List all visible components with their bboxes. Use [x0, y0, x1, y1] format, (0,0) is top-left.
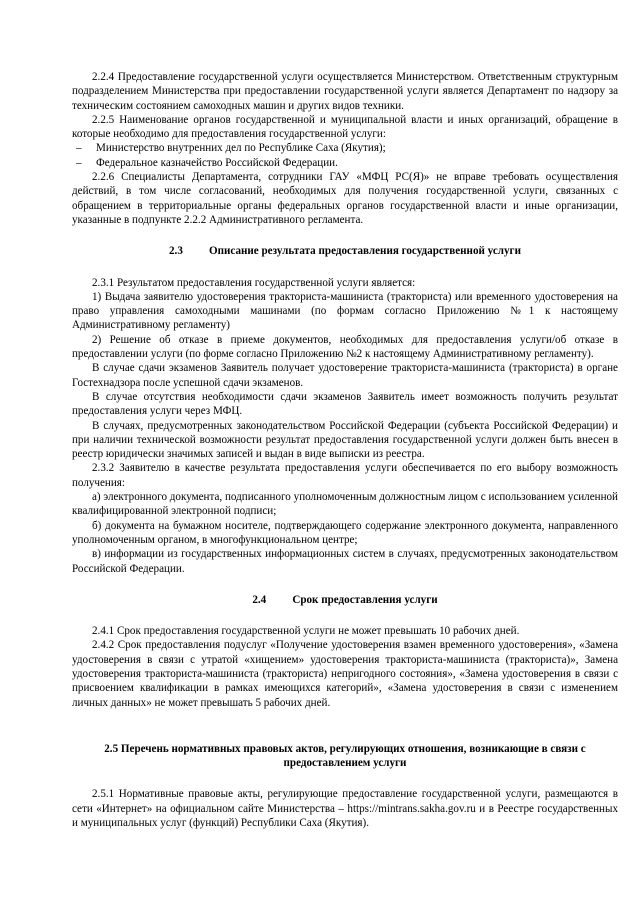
section-heading-2-3: [72, 244, 618, 258]
paragraph-exam: В случае сдачи экзаменов Заявитель получает удостоверение тракториста-машиниста (тракториста) в органе Гостехнадзора после успешной сдачи экзаменов.: [72, 362, 618, 389]
paragraph-2-5-1: 2.5.1 Нормативные правовые акты, регулирующие предоставление государственной услуги, размещаются в сети «Интернет» на официальном сайте Министерства – https://mintrans.sakha.gov.ru и в Реестре государственных и муниципальных услуг (функций) Республики Саха (Якутия).: [72, 788, 618, 830]
dash-marker: –: [76, 156, 82, 169]
list-item-text: Федеральное казначейство Российской Федерации.: [96, 156, 338, 169]
paragraph-registry: В случаях, предусмотренных законодательством Российской Федерации (субъекта Российской Федерации) и при наличии технической возможности результат предоставления государственной услуги должен быть внесен в реестр юридически значимых записей и выдан в виде выписки из реестра.: [72, 419, 618, 461]
paragraph-2-4-1: 2.4.1 Срок предоставления государственной услуги не может превышать 10 рабочих дней.: [92, 625, 520, 638]
section-number: 2.4: [252, 593, 267, 606]
result-item-2: 2) Решение об отказе в приеме документов, необходимых для предоставления услуги/об отказе в предоставлении услуги (по форме согласно Приложению №2 к настоящему Административному регламенту).: [72, 333, 618, 361]
list-item-text: Министерство внутренних дел по Республике Саха (Якутия);: [96, 142, 386, 155]
document-page: [72, 70, 618, 830]
paragraph-2-2-5: 2.2.5 Наименование органов государственной и муниципальной власти и иных организаций, обращение в которые необходимо для предоставления государственной услуги:: [72, 113, 618, 141]
option-a: а) электронного документа, подписанного уполномоченным должностным лицом с использованием усиленной квалифицированной электронной подписи;: [72, 491, 618, 518]
list-item: [76, 156, 618, 170]
section-number: 2.3: [169, 245, 183, 258]
list-item: [76, 141, 618, 155]
result-item-1: 1) Выдача заявителю удостоверения тракториста-машиниста (тракториста) или временного удостоверения на право управления самоходными машинами (по формам согласно Приложению №1 к настоящему Административному регламенту): [72, 290, 618, 332]
paragraph-2-2-4: 2.2.4 Предоставление государственной услуги осуществляется Министерством. Ответственным структурным подразделением Министерства при предоставлении государственной услуги является Департамент по надзору за техническим состоянием самоходных машин и других видов техники.: [72, 71, 618, 112]
section-title: Описание результата предоставления государственной услуги: [209, 245, 521, 258]
paragraph-no-exam: В случае отсутствия необходимости сдачи экзаменов Заявитель имеет возможность получить результат предоставления услуги через МФЦ.: [72, 390, 618, 418]
paragraph-2-2-6: 2.2.6 Специалисты Департамента, сотрудники ГАУ «МФЦ РС(Я)» не вправе требовать осуществления действий, в том числе согласований, необходимых для получения государственной услуги, связанных с обращением в территориальные органы федеральных органов государственной власти и иные организации, указанные в подпункте 2.2.2 Административного регламента.: [72, 171, 618, 226]
paragraph-2-4-2: 2.4.2 Срок предоставления подуслуг «Получение удостоверения взамен временного удостоверения», «Замена удостоверения в связи с утратой «хищением» удостоверения тракториста-машиниста (тракториста)», Замена удостоверения тракториста-машиниста (тракториста) непригодного состояния», «Замена удостоверения в связи с присвоением квалификации в рамках имеющихся категорий», «Замена удостоверения в связи с изменением личных данных» не может превышать 5 рабочих дней.: [72, 639, 618, 709]
option-c: в) информации из государственных информационных систем в случаях, предусмотренных законодательством Российской Федерации.: [72, 548, 618, 575]
paragraph-2-3-1: 2.3.1 Результатом предоставления государственной услуги является:: [92, 276, 416, 289]
option-b: б) документа на бумажном носителе, подтверждающего содержание электронного документа, направленного уполномоченным органом, в многофункциональном центре;: [72, 519, 618, 546]
section-heading-2-4: [72, 593, 618, 607]
paragraph-2-3-2: 2.3.2 Заявителю в качестве результата предоставления услуги обеспечивается по его выбору возможность получения:: [72, 462, 618, 489]
dash-marker: –: [76, 142, 82, 155]
section-title: Срок предоставления услуги: [292, 593, 438, 606]
section-heading-2-5: 2.5 Перечень нормативных правовых актов, регулирующих отношения, возникающие в связи с предоставлением услуги: [104, 742, 586, 770]
